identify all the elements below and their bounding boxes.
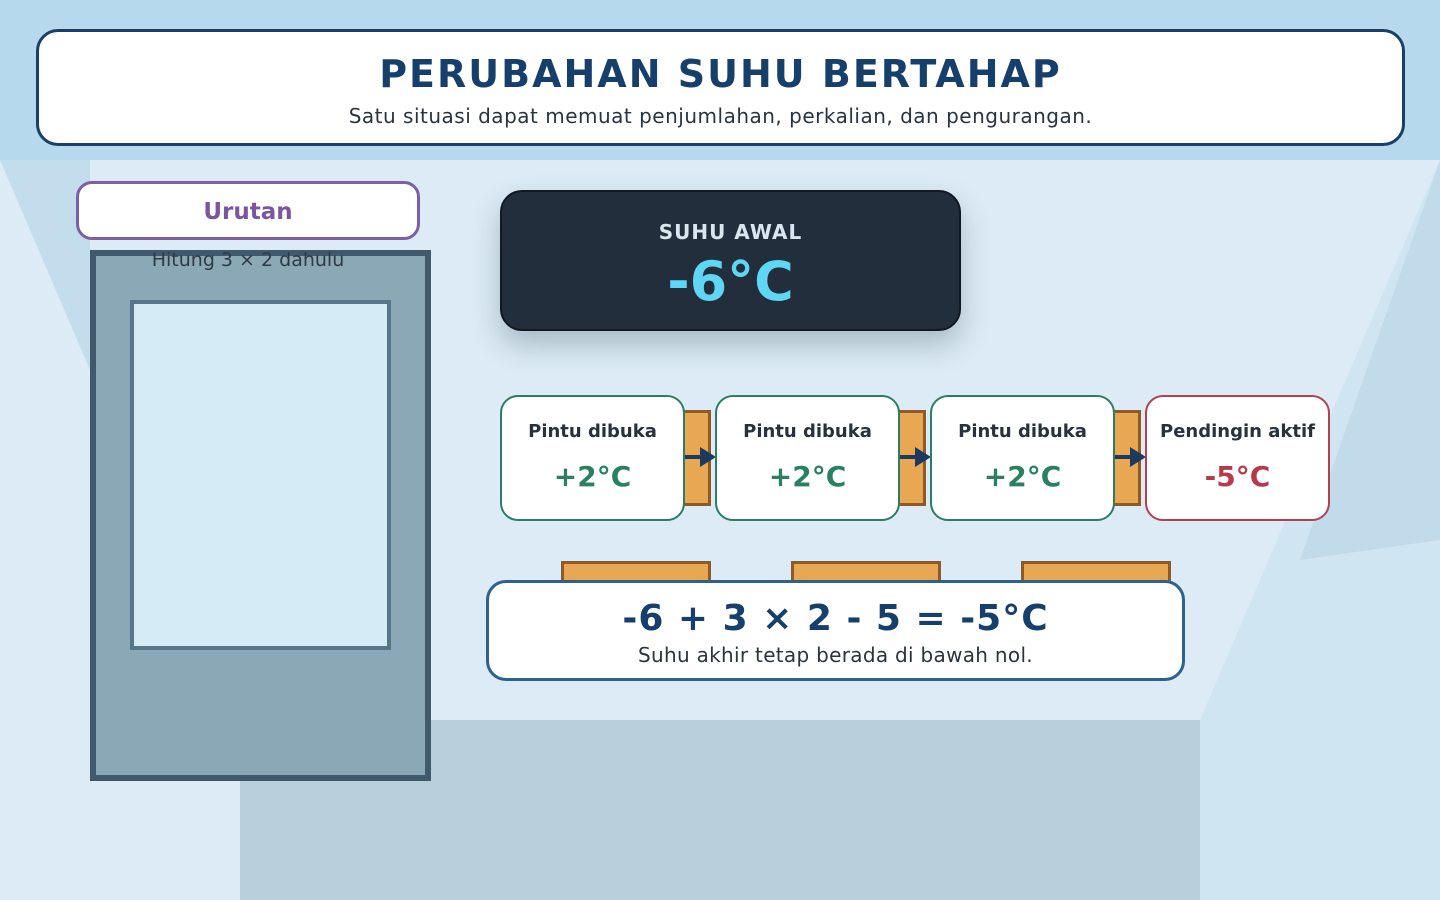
fridge-window: [130, 300, 391, 650]
page-subtitle: Satu situasi dapat memuat penjumlahan, perkalian, dan pengurangan.: [348, 104, 1093, 128]
step-card-4: [1145, 395, 1330, 521]
start-temperature-label: SUHU AWAL: [658, 220, 803, 244]
start-temperature-panel: [500, 190, 961, 331]
page-title: PERUBAHAN SUHU BERTAHAP: [379, 52, 1062, 96]
arrow-right-icon: [915, 447, 931, 467]
step-delta: -5°C: [1204, 460, 1271, 493]
step-card-2: [715, 395, 900, 521]
order-label: Urutan: [76, 181, 420, 240]
step-card-1: [500, 395, 685, 521]
step-title: Pintu dibuka: [958, 421, 1087, 442]
step-delta: +2°C: [768, 460, 847, 493]
result-card: [486, 580, 1185, 681]
order-hint: Hitung 3 × 2 dahulu: [151, 249, 345, 271]
arrow-right-icon: [700, 447, 716, 467]
step-title: Pintu dibuka: [528, 421, 657, 442]
result-equation: -6 + 3 × 2 - 5 = -5°C: [622, 598, 1049, 639]
step-title: Pendingin aktif: [1160, 421, 1315, 442]
result-note: Suhu akhir tetap berada di bawah nol.: [638, 643, 1033, 667]
step-title: Pintu dibuka: [743, 421, 872, 442]
start-temperature-value: -6°C: [667, 250, 794, 313]
step-delta: +2°C: [553, 460, 632, 493]
step-delta: +2°C: [983, 460, 1062, 493]
header-card: [36, 29, 1405, 146]
fridge-illustration: [90, 250, 431, 781]
step-card-3: [930, 395, 1115, 521]
arrow-right-icon: [1130, 447, 1146, 467]
